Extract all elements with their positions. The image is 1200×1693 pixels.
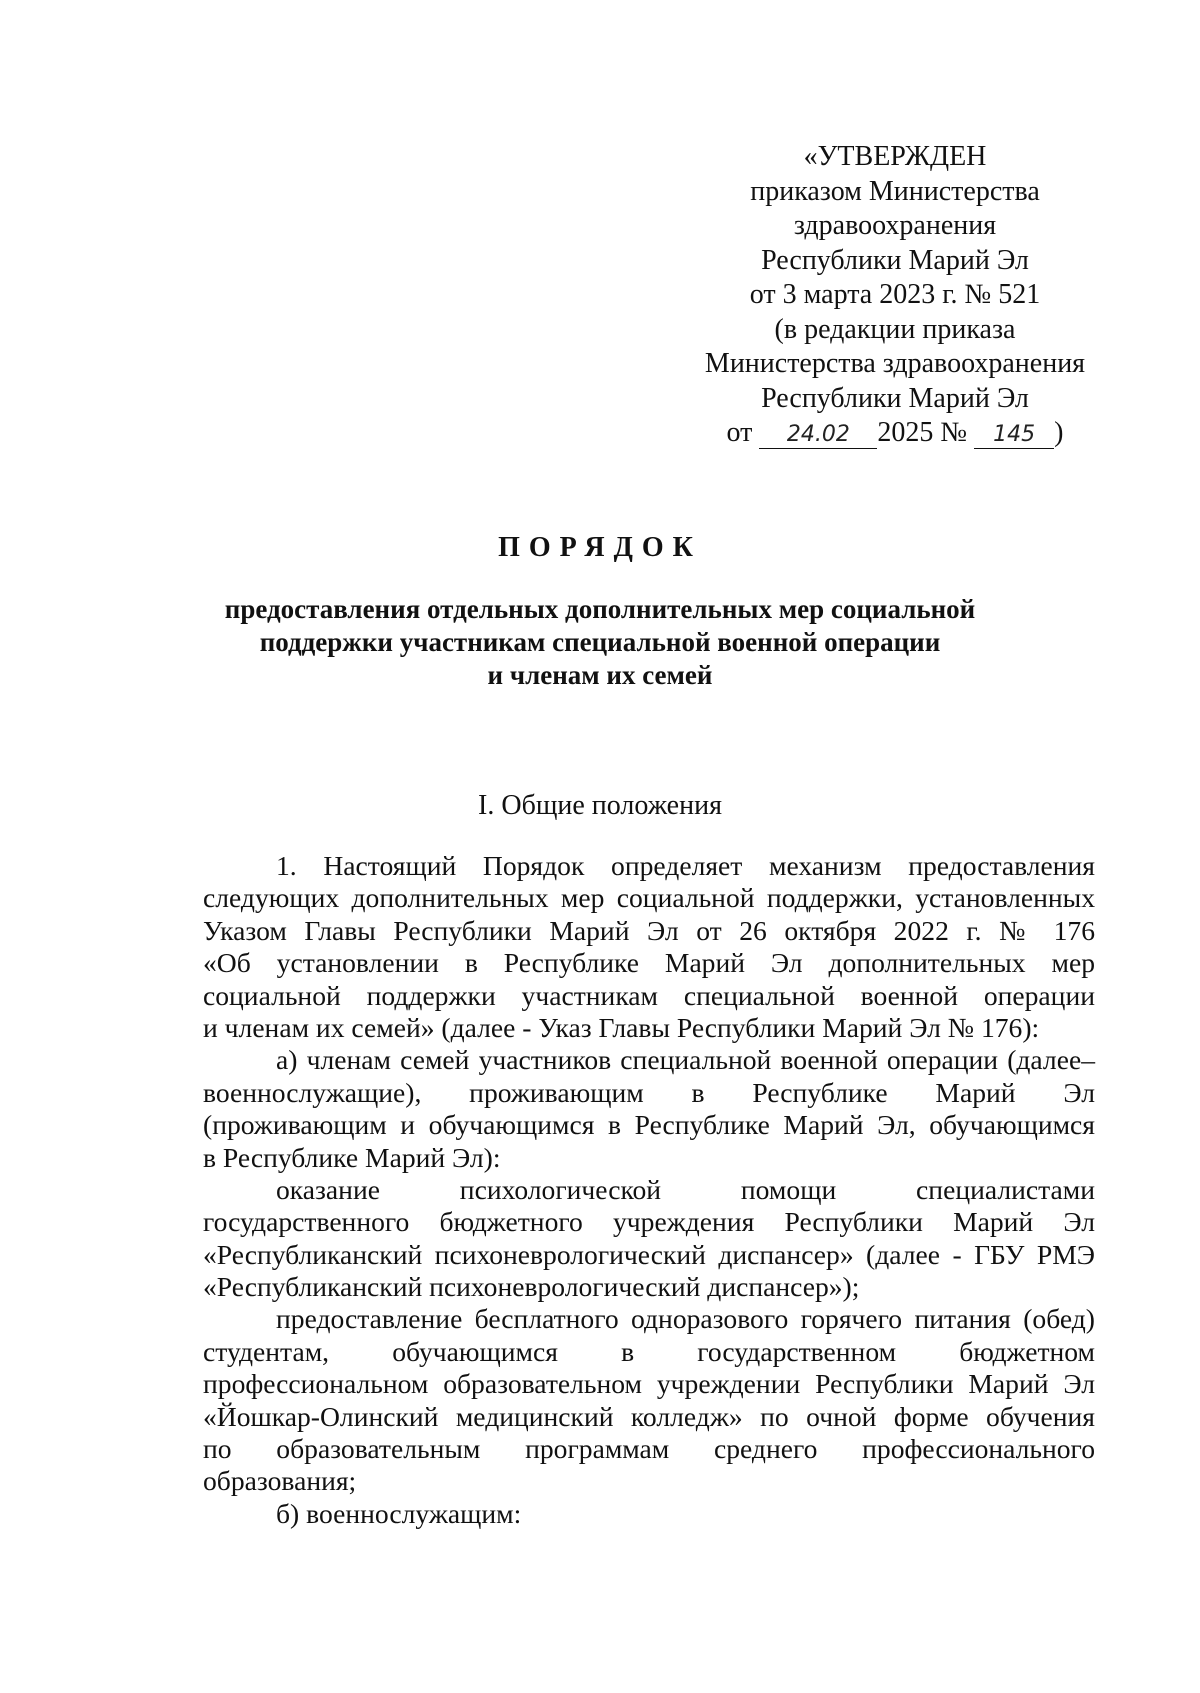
body-line: а) членам семей участников специальной военной операции (далее– — [276, 1044, 1095, 1076]
handwritten-date: 24.02 — [759, 422, 877, 449]
body-line: профессиональном образовательном учреждении Республики Марий Эл — [203, 1368, 1095, 1400]
approval-line: (в редакции приказа — [774, 313, 1016, 345]
approval-line: «УТВЕРЖДЕН — [803, 141, 987, 172]
document-subtitle — [200, 593, 1000, 692]
body-line: и членам их семей» (далее - Указ Главы Республики Марий Эл № 176): — [203, 1011, 1040, 1043]
approval-line: Министерства здравоохранения — [704, 348, 1086, 379]
body-line: «Об установлении в Республике Марий Эл дополнительных мер — [203, 947, 1095, 979]
body-line: «Республиканский психоневрологический диспансер» (далее - ГБУ РМЭ — [203, 1238, 1095, 1270]
section-heading: I. Общие положения — [478, 790, 722, 821]
body-line: по образовательным программам среднего профессионального — [203, 1433, 1095, 1465]
body-line: студентам, обучающимся в государственном бюджетном — [203, 1335, 1095, 1367]
body-line: предоставление бесплатного одноразового горячего питания (обед) — [276, 1303, 1095, 1335]
approval-date-year: 2025 № — [877, 417, 968, 448]
subtitle-line: предоставления отдельных дополнительных мер социальной — [224, 594, 976, 624]
approval-date-prefix: от — [726, 417, 753, 448]
approval-date-line — [690, 416, 1100, 451]
subtitle-line: и членам их семей — [487, 660, 713, 690]
approval-line: здравоохранения — [793, 210, 997, 241]
approval-date-suffix: ) — [1054, 417, 1064, 448]
body-line: 1. Настоящий Порядок определяет механизм предоставления — [276, 850, 1095, 881]
body-line: «Республиканский психоневрологический диспансер»); — [203, 1271, 860, 1303]
body-line: следующих дополнительных мер социальной поддержки, установленных — [203, 882, 1095, 914]
body-line: социальной поддержки участникам специальной военной операции — [203, 979, 1095, 1011]
approval-stamp — [690, 140, 1100, 451]
body-line: в Республике Марий Эл): — [203, 1141, 501, 1173]
body-line: военнослужащие), проживающим в Республике Марий Эл — [203, 1076, 1095, 1108]
document-title: ПОРЯДОК — [498, 532, 702, 563]
handwritten-number: 145 — [974, 422, 1054, 449]
approval-line: Республики Марий Эл — [761, 382, 1029, 414]
body-line: «Йошкар-Олинский медицинский колледж» по очной форме обучения — [203, 1400, 1095, 1432]
body-line: б) военнослужащим: — [276, 1497, 522, 1529]
body-line: государственного бюджетного учреждения Республики Марий Эл — [203, 1206, 1095, 1238]
body-line: (проживающим и обучающимся в Республике Марий Эл, обучающимся — [203, 1109, 1095, 1141]
body-text — [203, 850, 1095, 1530]
approval-line: от 3 марта 2023 г. № 521 — [749, 279, 1041, 310]
body-line: Указом Главы Республики Марий Эл от 26 октября 2022 г. № 176 — [203, 914, 1095, 946]
approval-line: Республики Марий Эл — [761, 244, 1029, 276]
approval-line: приказом Министерства — [750, 175, 1040, 207]
body-line: образования; — [203, 1465, 357, 1497]
subtitle-line: поддержки участникам специальной военной операции — [259, 627, 941, 657]
body-line: оказание психологической помощи специалистами — [276, 1173, 1095, 1205]
